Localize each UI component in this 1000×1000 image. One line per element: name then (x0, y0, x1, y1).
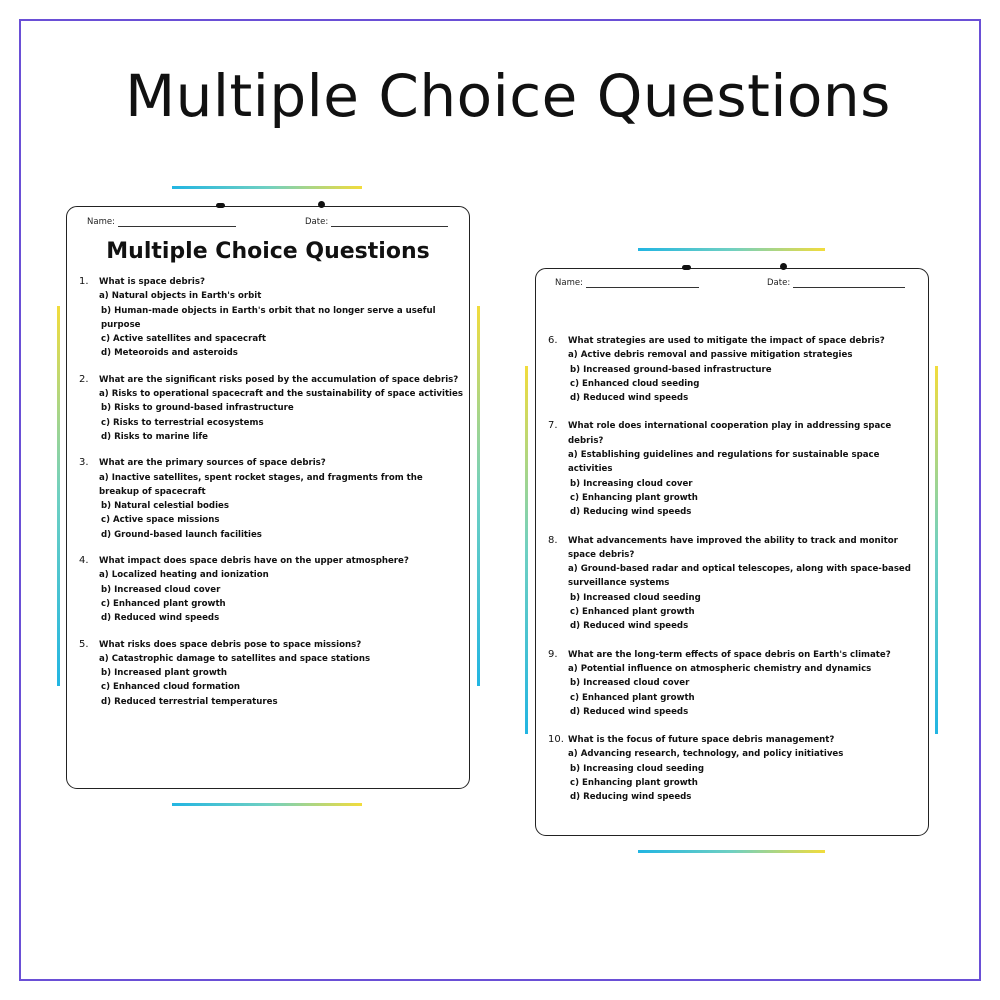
question-item (79, 456, 464, 542)
date-line (331, 218, 448, 227)
answer-option: b) Increasing cloud seeding (570, 763, 705, 774)
question-number: 3. (79, 457, 89, 469)
answer-option: c) Enhancing plant growth (570, 492, 698, 503)
binder-clip-icon (216, 203, 225, 208)
answer-option: b) Increased plant growth (101, 668, 228, 679)
answer-option: a) Localized heating and ionization (99, 570, 269, 581)
date-line (793, 279, 905, 288)
answer-option: c) Risks to terrestrial ecosystems (101, 417, 264, 428)
question-body (99, 275, 464, 361)
answer-option: a) Risks to operational spacecraft and the sustainability of space activities (99, 389, 463, 400)
date-field (767, 278, 905, 288)
answer-option: a) Active debris removal and passive mitigation strategies (568, 350, 853, 361)
answer-option: b) Increased cloud seeding (570, 592, 701, 603)
question-body (99, 554, 464, 625)
name-line (118, 218, 236, 227)
worksheet-page-1 (66, 206, 470, 789)
answer-option: b) Increased cloud cover (570, 678, 690, 689)
question-number: 4. (79, 555, 89, 567)
name-label: Name: (87, 217, 115, 227)
date-label: Date: (767, 278, 791, 288)
answer-option: b) Increased cloud cover (101, 584, 221, 595)
answer-option: a) Establishing guidelines and regulations for sustainable space activities (568, 450, 880, 475)
answer-option: d) Reduced wind speeds (570, 706, 689, 717)
decor-bar-bottom-left (172, 803, 362, 806)
answer-option: d) Reduced wind speeds (570, 393, 689, 404)
answer-option: a) Catastrophic damage to satellites and space stations (99, 653, 371, 664)
answer-option: d) Reduced wind speeds (570, 621, 689, 632)
answer-option: a) Ground-based radar and optical telescopes, along with space-based surveillance systems (568, 564, 911, 589)
date-field (305, 217, 448, 227)
question-item (79, 373, 464, 444)
worksheet-title: Multiple Choice Questions (106, 239, 430, 264)
answer-option: a) Natural objects in Earth's orbit (99, 291, 262, 302)
decor-bar-top-left (172, 186, 362, 189)
page-title: Multiple Choice Questions (125, 62, 891, 130)
question-item (79, 638, 464, 709)
decor-bar-bottom-right (638, 850, 825, 853)
decor-bar-left-inner (477, 306, 480, 686)
answer-option: d) Meteoroids and asteroids (101, 348, 238, 359)
question-body (568, 334, 920, 405)
binder-clip-icon (682, 265, 691, 270)
answer-option: d) Reduced wind speeds (101, 613, 220, 624)
decor-bar-top-right (638, 248, 825, 251)
question-item (548, 648, 920, 719)
question-list-1 (79, 275, 464, 721)
name-line (586, 279, 699, 288)
binder-clip-icon (780, 263, 787, 270)
name-label: Name: (555, 278, 583, 288)
question-body (99, 638, 464, 709)
date-label: Date: (305, 217, 329, 227)
answer-option: b) Human-made objects in Earth's orbit that no longer serve a useful purpose (101, 305, 436, 330)
binder-clip-icon (318, 201, 325, 208)
question-item (548, 334, 920, 405)
decor-bar-right-inner (525, 366, 528, 734)
answer-option: b) Risks to ground-based infrastructure (101, 403, 294, 414)
question-item (79, 275, 464, 361)
answer-option: c) Enhanced cloud seeding (570, 378, 700, 389)
question-text: What impact does space debris have on the upper atmosphere? (99, 556, 409, 567)
question-text: What advancements have improved the ability to track and monitor space debris? (568, 535, 898, 560)
answer-option: a) Inactive satellites, spent rocket stages, and fragments from the breakup of spacecraft (99, 472, 423, 497)
answer-option: c) Enhanced plant growth (570, 607, 695, 618)
answer-option: c) Enhanced cloud formation (101, 682, 241, 693)
question-item (79, 554, 464, 625)
question-text: What are the significant risks posed by the accumulation of space debris? (99, 374, 459, 385)
question-number: 9. (548, 648, 558, 660)
answer-option: c) Enhanced plant growth (101, 598, 226, 609)
question-text: What role does international cooperation play in addressing space debris? (568, 421, 892, 446)
answer-option: d) Reducing wind speeds (570, 507, 692, 518)
question-text: What are the primary sources of space debris? (99, 458, 326, 469)
question-body (568, 648, 920, 719)
answer-option: c) Active satellites and spacecraft (101, 334, 266, 345)
question-body (568, 733, 920, 804)
worksheet-page-2 (535, 268, 929, 836)
question-text: What risks does space debris pose to space missions? (99, 639, 362, 650)
decor-bar-left-outer (57, 306, 60, 686)
answer-option: a) Potential influence on atmospheric chemistry and dynamics (568, 663, 872, 674)
question-number: 5. (79, 638, 89, 650)
question-body (99, 373, 464, 444)
question-item (548, 419, 920, 519)
answer-option: c) Active space missions (101, 515, 220, 526)
question-body (99, 456, 464, 542)
question-number: 10. (548, 734, 564, 746)
decor-bar-right-outer (935, 366, 938, 734)
question-list-2 (548, 334, 920, 819)
question-number: 1. (79, 276, 89, 287)
question-text: What is the focus of future space debris management? (568, 735, 835, 746)
answer-option: d) Reducing wind speeds (570, 792, 692, 803)
answer-option: b) Natural celestial bodies (101, 501, 229, 512)
question-body (568, 419, 920, 519)
answer-option: d) Reduced terrestrial temperatures (101, 696, 278, 707)
answer-option: c) Enhancing plant growth (570, 778, 698, 789)
question-number: 8. (548, 534, 558, 546)
question-item (548, 733, 920, 804)
name-field (555, 278, 699, 288)
answer-option: c) Enhanced plant growth (570, 692, 695, 703)
question-item (548, 534, 920, 634)
answer-option: d) Risks to marine life (101, 431, 208, 442)
question-number: 2. (79, 373, 89, 385)
answer-option: a) Advancing research, technology, and policy initiatives (568, 749, 844, 760)
answer-option: b) Increased ground-based infrastructure (570, 364, 772, 375)
name-field (87, 217, 236, 227)
question-text: What are the long-term effects of space debris on Earth's climate? (568, 649, 891, 660)
question-text: What is space debris? (99, 277, 205, 287)
question-number: 6. (548, 335, 558, 346)
question-body (568, 534, 920, 634)
answer-option: b) Increasing cloud cover (570, 478, 693, 489)
answer-option: d) Ground-based launch facilities (101, 529, 262, 540)
question-number: 7. (548, 420, 558, 432)
question-text: What strategies are used to mitigate the impact of space debris? (568, 336, 885, 346)
